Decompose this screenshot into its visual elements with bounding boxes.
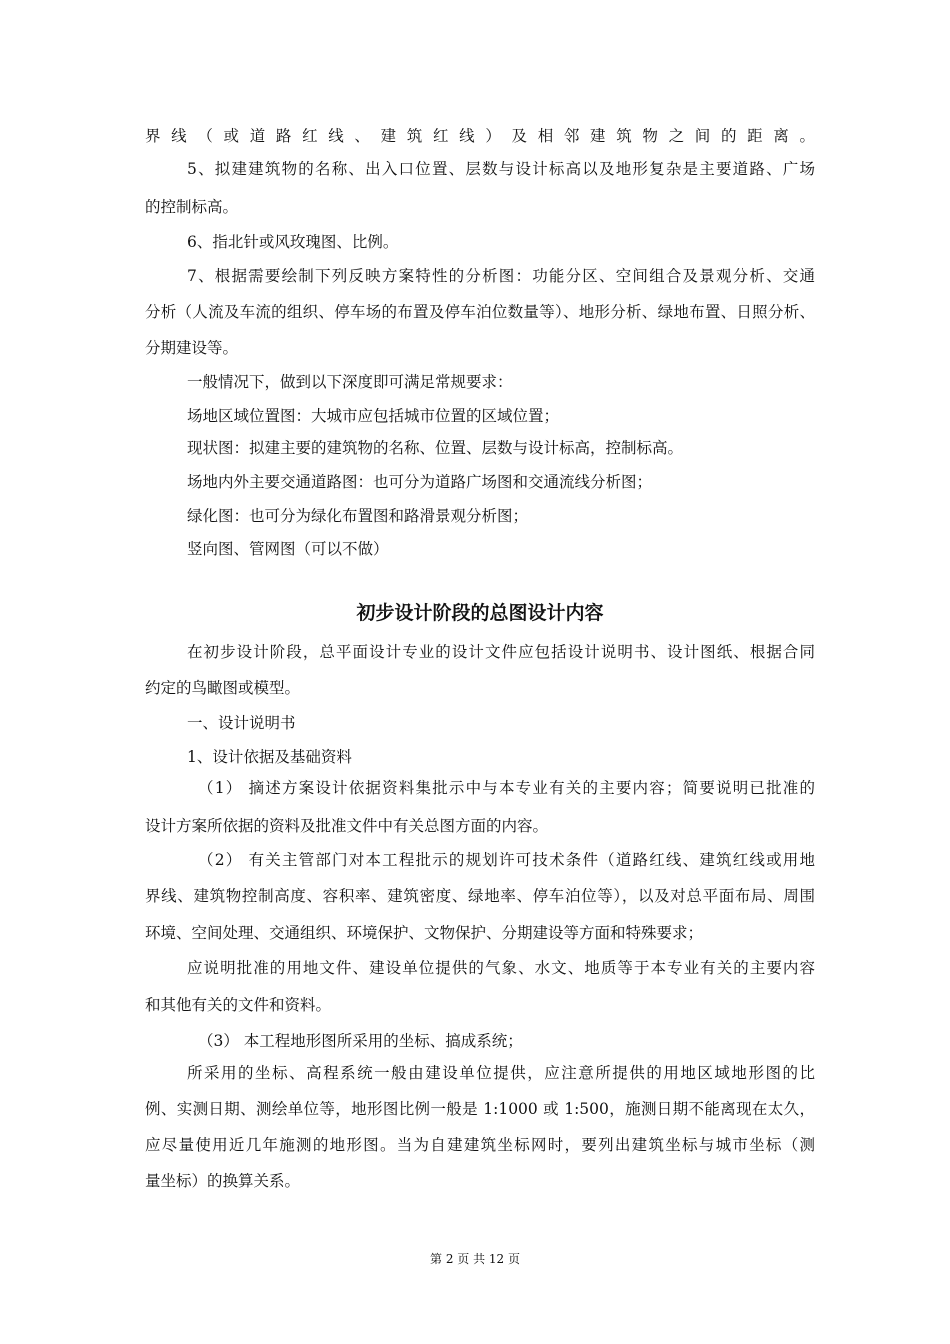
- paragraph-line: 和其他有关的文件和资料。: [145, 996, 332, 1014]
- page-footer: 第 2 页 共 12 页: [430, 1252, 520, 1266]
- paragraph-line: 绿化图：也可分为绿化布置图和路滑景观分析图；: [187, 507, 529, 525]
- paragraph-line: 量坐标）的换算关系。: [145, 1172, 301, 1190]
- paragraph-line: 环境、空间处理、交通组织、环境保护、文物保护、分期建设等方面和特殊要求；: [145, 924, 704, 942]
- paragraph-line: （2） 有关主管部门对本工程批示的规划许可技术条件（道路红线、建筑红线或用地: [198, 851, 815, 869]
- paragraph-line: 的控制标高。: [145, 198, 239, 216]
- paragraph-line: 7、根据需要绘制下列反映方案特性的分析图：功能分区、空间组合及景观分析、交通: [187, 267, 815, 285]
- paragraph-line: （3） 本工程地形图所采用的坐标、搞成系统；: [198, 1032, 523, 1050]
- paragraph-line: 界线（或道路红线、建筑红线）及相邻建筑物之间的距离。: [145, 127, 815, 145]
- paragraph-line: 场地内外主要交通道路图：也可分为道路广场图和交通流线分析图；: [187, 473, 653, 491]
- paragraph-line: 现状图：拟建主要的建筑物的名称、位置、层数与设计标高，控制标高。: [187, 439, 684, 457]
- paragraph-line: 场地区域位置图：大城市应包括城市位置的区域位置；: [187, 407, 560, 425]
- paragraph-line: 在初步设计阶段，总平面设计专业的设计文件应包括设计说明书、设计图纸、根据合同: [187, 643, 815, 661]
- paragraph-line: 例、实测日期、测绘单位等，地形图比例一般是 1:1000 或 1:500，施测日期不能离现在太久，: [145, 1100, 815, 1118]
- paragraph-line: 应说明批准的用地文件、建设单位提供的气象、水文、地质等于本专业有关的主要内容: [187, 959, 815, 977]
- paragraph-line: 5、拟建建筑物的名称、出入口位置、层数与设计标高以及地形复杂是主要道路、广场: [187, 160, 815, 178]
- paragraph-line: 分析（人流及车流的组织、停车场的布置及停车泊位数量等）、地形分析、绿地布置、日照分析、: [145, 303, 815, 321]
- paragraph-line: 设计方案所依据的资料及批准文件中有关总图方面的内容。: [145, 817, 549, 835]
- paragraph-line: 应尽量使用近几年施测的地形图。当为自建建筑坐标网时，要列出建筑坐标与城市坐标（测: [145, 1136, 815, 1154]
- paragraph-line: 分期建设等。: [145, 339, 239, 357]
- paragraph-line: 界线、建筑物控制高度、容积率、建筑密度、绿地率、停车泊位等），以及对总平面布局、周围: [145, 887, 815, 905]
- paragraph-line: 所采用的坐标、高程系统一般由建设单位提供，应注意所提供的用地区域地形图的比: [187, 1064, 815, 1082]
- paragraph-line: 约定的鸟瞰图或模型。: [145, 679, 301, 697]
- paragraph-line: 1、设计依据及基础资料: [187, 748, 352, 766]
- paragraph-line: （1） 摘述方案设计依据资料集批示中与本专业有关的主要内容；简要说明已批准的: [198, 779, 815, 797]
- paragraph-line: 一、设计说明书: [187, 714, 296, 732]
- section-heading: 初步设计阶段的总图设计内容: [356, 602, 604, 624]
- paragraph-line: 竖向图、管网图（可以不做）: [187, 540, 389, 558]
- paragraph-line: 一般情况下，做到以下深度即可满足常规要求：: [187, 373, 513, 391]
- paragraph-line: 6、指北针或风玫瑰图、比例。: [187, 233, 399, 251]
